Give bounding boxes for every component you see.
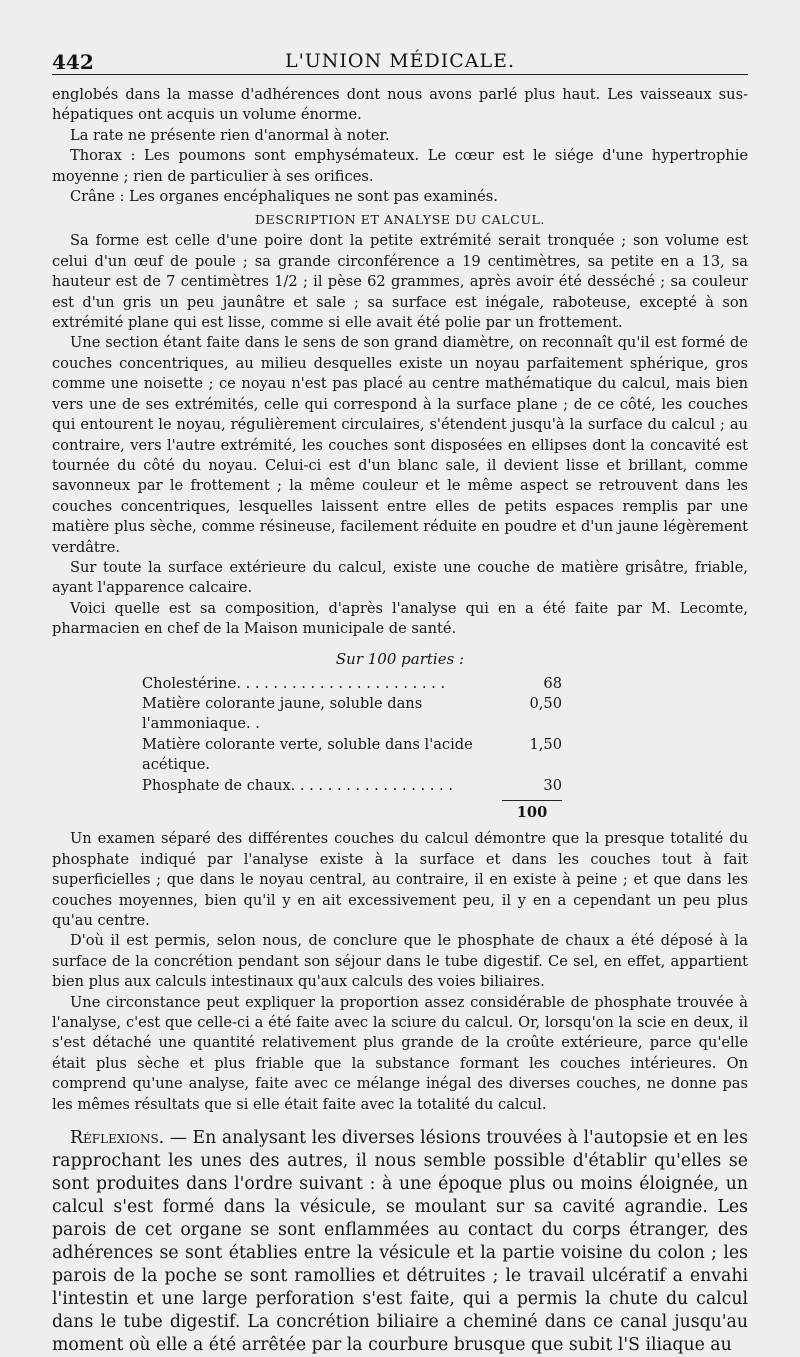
composition-label: Matière colorante jaune, soluble dans l'ammoniaque. .: [142, 694, 423, 733]
paragraph: Thorax : Les poumons sont emphysémateux. Le cœur est le siége d'une hypertrophie moyenne ; rien de particulier à ses orifices.: [52, 147, 748, 185]
composition-row: [142, 735, 562, 776]
composition-row: [142, 776, 562, 796]
composition-value: 1,50: [529, 735, 562, 753]
reflexions-heading: Réflexions.: [70, 1128, 165, 1149]
paragraph: La rate ne présente rien d'anormal à noter.: [70, 126, 390, 144]
running-title: L'UNION MÉDICALE.: [284, 50, 516, 72]
composition-total: 100: [502, 800, 562, 823]
composition-label: Matière colorante verte, soluble dans l'acide acétique.: [142, 735, 473, 774]
paragraph: Sur toute la surface extérieure du calcul, existe une couche de matière grisâtre, friable, ayant l'apparence calcaire.: [52, 558, 748, 597]
composition-table: [142, 674, 562, 824]
composition-total-row: [142, 800, 562, 823]
paragraph: D'où il est permis, selon nous, de conclure que le phosphate de chaux a été déposé à la surface de la concrétion pendant son séjour dans le tube digestif. Ce sel, en effet, appartient bien plus aux calculs intestinaux qu'aux calculs des voies biliaires.: [52, 932, 748, 991]
reflexions-paragraph: [52, 1127, 748, 1357]
composition-header: Sur 100 parties :: [335, 649, 465, 668]
paragraph: Voici quelle est sa composition, d'après l'analyse qui en a été faite par M. Lecomte, pharmacien en chef de la Maison municipale de santé.: [52, 599, 748, 638]
composition-row: [142, 674, 562, 694]
composition-label: Cholestérine. . . . . . . . . . . . . . . . . . . . . . .: [142, 674, 446, 692]
composition-value: 0,50: [529, 694, 562, 712]
section-title: DESCRIPTION ET ANALYSE DU CALCUL.: [255, 212, 545, 228]
paragraph: Un examen séparé des différentes couches du calcul démontre que la presque totalité du phosphate indiqué par l'analyse existe à la surface et dans les couches tout à fait superficielles ; que dans le noyau central, au contraire, il en existe à peine ; et que dans les couches moyennes, bien qu'il y en ait excessivement peu, il y en a cependant un peu plus qu'au centre.: [52, 830, 748, 930]
page-header: [52, 46, 748, 75]
paragraph: Une section étant faite dans le sens de son grand diamètre, on reconnaît qu'il est formé de couches concentriques, au milieu desquelles existe un noyau parfaitement sphérique, gros comme une noisette ; ce noyau n'est pas placé au centre mathématique du calcul, mais bien vers une de ses extrémités, celle qui correspond à la surface plane ; de ce côté, les couches qui entourent le noyau, régulièrement circulaires, s'étendent jusqu'à la surface du calcul ; au contraire, vers l'autre extrémité, les couches sont disposées en ellipses dont la concavité est tournée du côté du noyau. Celui-ci est d'un blanc sale, il devient lisse et brillant, comme savonneux par le frottement ; la même couleur et le même aspect se retrouvent dans les couches concentriques, lesquelles laissent entre elles de petits espaces remplis par une matière plus sèche, comme résineuse, facilement réduite en poudre et d'un jaune légèrement verdâtre.: [52, 334, 748, 556]
composition-value: 30: [543, 776, 562, 794]
composition-row: [142, 694, 562, 735]
paragraph: englobés dans la masse d'adhérences dont nous avons parlé plus haut. Les vaisseaux sus-hépatiques ont acquis un volume énorme.: [52, 86, 748, 124]
composition-label: Phosphate de chaux. . . . . . . . . . . . . . . . . .: [142, 776, 453, 794]
page-number: 442: [52, 50, 94, 74]
paragraph: Une circonstance peut expliquer la proportion assez considérable de phosphate trouvée à l'analyse, c'est que celle-ci a été faite avec la sciure du calcul. Or, lorsqu'on la scie en deux, il s'est détaché une quantité relativement plus grande de la croûte extérieure, parce qu'elle était plus sèche et plus friable que la substance formant les couches intérieures. On comprend qu'une analyse, faite avec ce mélange inégal des diverses couches, ne donne pas les mêmes résultats que si elle était faite avec la totalité du calcul.: [52, 993, 748, 1113]
composition-value: 68: [543, 674, 562, 692]
paragraph: Sa forme est celle d'une poire dont la petite extrémité serait tronquée ; son volume est celui d'un œuf de poule ; sa grande circonférence a 19 centimètres, sa petite en a 13, sa hauteur est de 7 centimètres 1/2 ; il pèse 62 grammes, après avoir été desséché ; sa couleur est d'un gris un peu jaunâtre et sale ; sa surface est inégale, raboteuse, excepté à son extrémité plane qui est lisse, comme si elle avait été polie par un frottement.: [52, 232, 748, 332]
paragraph: Crâne : Les organes encéphaliques ne sont pas examinés.: [70, 188, 498, 206]
reflexions-text: — En analysant les diverses lésions trouvées à l'autopsie et en les rapprochant les unes des autres, il nous semble possible d'établir qu'elles se sont produites dans l'ordre suivant : à une époque plus ou moins éloignée, un calcul s'est formé dans la vésicule, se moulant sur sa cavité agrandie. Les parois de cet organe se sont enflammées au contact du corps étranger, des adhérences se sont établies entre la vésicule et la partie voisine du colon ; les parois de la poche se sont ramollies et détruites ; le travail ulcératif a envahi l'intestin et une large perforation s'est faite, qui a permis la chute du calcul dans le tube digestif. La concrétion biliaire a cheminé dans ce canal jusqu'au moment où elle a été arrêtée par la courbure brusque que subit l'S iliaque au: [52, 1128, 748, 1356]
